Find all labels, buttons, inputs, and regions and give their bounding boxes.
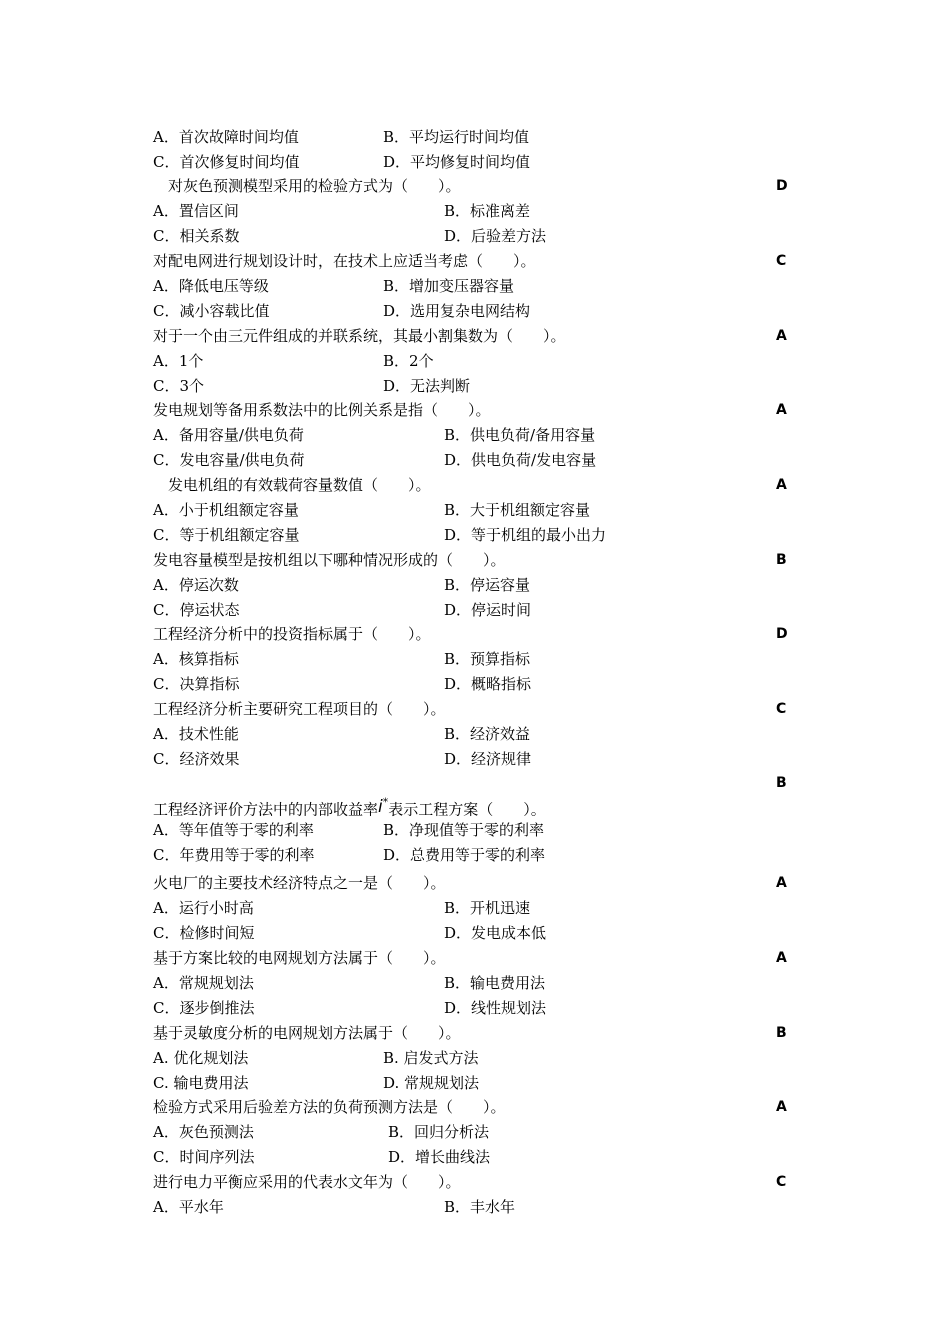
option-b: B．经济效益 xyxy=(444,725,531,743)
question-2 xyxy=(0,174,950,249)
option-d: D．经济规律 xyxy=(444,750,532,768)
question-stem: 发电规划等备用系数法中的比例关系是指（ ）。 xyxy=(153,401,491,419)
question-12 xyxy=(0,946,950,1021)
answer-key: C xyxy=(776,1174,787,1190)
option-a: A．等年值等于零的利率 xyxy=(153,821,314,839)
question-10 xyxy=(0,772,950,868)
option-a: A．核算指标 xyxy=(153,650,239,668)
answer-key: A xyxy=(776,1099,787,1115)
options-row xyxy=(0,374,950,399)
question-stem-row xyxy=(0,697,950,722)
question-stem: 检验方式采用后验差方法的负荷预测方法是（ ）。 xyxy=(153,1098,506,1116)
option-d: D．无法判断 xyxy=(383,377,471,395)
option-c: C．相关系数 xyxy=(153,227,240,245)
question-stem-row xyxy=(0,871,950,896)
option-b: B．回归分析法 xyxy=(388,1123,490,1141)
options-row xyxy=(0,125,950,150)
option-c: C．决算指标 xyxy=(153,675,240,693)
question-stem-row xyxy=(0,548,950,573)
options-row xyxy=(0,448,950,473)
options-row xyxy=(0,1120,950,1145)
option-b: B．大于机组额定容量 xyxy=(444,501,591,519)
option-b: B．平均运行时间均值 xyxy=(383,128,530,146)
options-row xyxy=(0,573,950,598)
option-b: B．丰水年 xyxy=(444,1198,516,1216)
options-row xyxy=(0,971,950,996)
answer-key: D xyxy=(776,178,788,194)
option-c: C. 输电费用法 xyxy=(153,1074,249,1092)
options-row xyxy=(0,199,950,224)
option-a: A．平水年 xyxy=(153,1198,224,1216)
options-row xyxy=(0,1145,950,1170)
question-stem: 对灰色预测模型采用的检验方式为（ ）。 xyxy=(168,177,461,195)
option-c: C．发电容量/供电负荷 xyxy=(153,451,305,469)
option-d: D. 常规规划法 xyxy=(383,1074,480,1092)
option-a: A．常规规划法 xyxy=(153,974,254,992)
option-c: C．逐步倒推法 xyxy=(153,999,255,1017)
question-stem: 基于灵敏度分析的电网规划方法属于（ ）。 xyxy=(153,1024,461,1042)
option-b: B．供电负荷/备用容量 xyxy=(444,426,596,444)
answer-key: A xyxy=(776,402,787,418)
question-stem-row xyxy=(0,772,950,818)
question-stem: 工程经济分析主要研究工程项目的（ ）。 xyxy=(153,700,446,718)
question-stem-row xyxy=(0,1095,950,1120)
option-d: D．供电负荷/发电容量 xyxy=(444,451,597,469)
option-a: A．运行小时高 xyxy=(153,899,254,917)
answer-key: A xyxy=(776,875,787,891)
options-row xyxy=(0,274,950,299)
option-c: C．首次修复时间均值 xyxy=(153,153,300,171)
option-b: B．净现值等于零的利率 xyxy=(383,821,545,839)
options-row xyxy=(0,1071,950,1096)
options-row xyxy=(0,349,950,374)
question-stem-row xyxy=(0,1170,950,1195)
option-c: C．3个 xyxy=(153,377,205,395)
question-stem-row xyxy=(0,946,950,971)
option-b: B．2个 xyxy=(383,352,434,370)
question-1 xyxy=(0,125,950,175)
answer-key: B xyxy=(776,552,787,568)
option-c: C．停运状态 xyxy=(153,601,240,619)
option-c: C．年费用等于零的利率 xyxy=(153,846,315,864)
question-15 xyxy=(0,1170,950,1220)
answer-key: D xyxy=(776,626,788,642)
question-stem-row xyxy=(0,473,950,498)
options-row xyxy=(0,996,950,1021)
answer-key: A xyxy=(776,328,787,344)
option-a: A．备用容量/供电负荷 xyxy=(153,426,304,444)
question-stem-row xyxy=(0,324,950,349)
question-3 xyxy=(0,249,950,324)
options-row xyxy=(0,647,950,672)
question-stem: 发电机组的有效载荷容量数值（ ）。 xyxy=(168,476,431,494)
options-row xyxy=(0,150,950,175)
question-6 xyxy=(0,473,950,548)
question-14 xyxy=(0,1095,950,1170)
answer-key: C xyxy=(776,701,787,717)
option-c: C．等于机组额定容量 xyxy=(153,526,300,544)
option-d: D．增长曲线法 xyxy=(388,1148,491,1166)
options-row xyxy=(0,722,950,747)
question-stem: 发电容量模型是按机组以下哪种情况形成的（ ）。 xyxy=(153,551,506,569)
option-b: B．开机迅速 xyxy=(444,899,531,917)
stem-text-after: 表示工程方案（ ）。 xyxy=(388,800,546,819)
option-a: A. 优化规划法 xyxy=(153,1049,249,1067)
option-c: C．经济效果 xyxy=(153,750,240,768)
question-stem-row xyxy=(0,398,950,423)
question-9 xyxy=(0,697,950,772)
options-row xyxy=(0,843,950,868)
option-d: D．选用复杂电网结构 xyxy=(383,302,531,320)
options-row xyxy=(0,523,950,548)
question-stem-row xyxy=(0,622,950,647)
option-a: A．停运次数 xyxy=(153,576,239,594)
option-a: A．1个 xyxy=(153,352,204,370)
answer-key: A xyxy=(776,477,787,493)
option-d: D．线性规划法 xyxy=(444,999,547,1017)
question-stem: 对配电网进行规划设计时，在技术上应适当考虑（ ）。 xyxy=(153,252,536,270)
options-row xyxy=(0,423,950,448)
option-b: B．标准离差 xyxy=(444,202,531,220)
options-row xyxy=(0,299,950,324)
option-b: B．预算指标 xyxy=(444,650,531,668)
option-a: A．首次故障时间均值 xyxy=(153,128,299,146)
option-b: B. 启发式方法 xyxy=(383,1049,479,1067)
option-d: D．等于机组的最小出力 xyxy=(444,526,607,544)
option-d: D．停运时间 xyxy=(444,601,532,619)
option-c: C．减小容载比值 xyxy=(153,302,270,320)
option-d: D．发电成本低 xyxy=(444,924,547,942)
question-8 xyxy=(0,622,950,697)
option-b: B．增加变压器容量 xyxy=(383,277,515,295)
option-d: D．总费用等于零的利率 xyxy=(383,846,546,864)
option-a: A．小于机组额定容量 xyxy=(153,501,299,519)
options-row xyxy=(0,498,950,523)
option-c: C．时间序列法 xyxy=(153,1148,255,1166)
question-stem-row xyxy=(0,249,950,274)
question-7 xyxy=(0,548,950,623)
answer-key: C xyxy=(776,253,787,269)
question-stem: 进行电力平衡应采用的代表水文年为（ ）。 xyxy=(153,1173,461,1191)
answer-key: A xyxy=(776,950,787,966)
option-a: A．灰色预测法 xyxy=(153,1123,254,1141)
question-13 xyxy=(0,1021,950,1096)
question-5 xyxy=(0,398,950,473)
options-row xyxy=(0,747,950,772)
option-c: C．检修时间短 xyxy=(153,924,255,942)
question-4 xyxy=(0,324,950,399)
option-a: A．技术性能 xyxy=(153,725,239,743)
option-d: D．后验差方法 xyxy=(444,227,547,245)
answer-key: B xyxy=(776,775,787,791)
options-row xyxy=(0,896,950,921)
option-d: D．概略指标 xyxy=(444,675,532,693)
options-row xyxy=(0,672,950,697)
option-b: B．停运容量 xyxy=(444,576,531,594)
options-row xyxy=(0,598,950,623)
question-stem: 火电厂的主要技术经济特点之一是（ ）。 xyxy=(153,874,446,892)
question-stem: 对于一个由三元件组成的并联系统，其最小割集数为（ ）。 xyxy=(153,327,566,345)
question-stem: 基于方案比较的电网规划方法属于（ ）。 xyxy=(153,949,446,967)
options-row xyxy=(0,224,950,249)
options-row xyxy=(0,1195,950,1220)
answer-key: B xyxy=(776,1025,787,1041)
options-row xyxy=(0,921,950,946)
question-stem-row xyxy=(0,174,950,199)
question-11 xyxy=(0,871,950,946)
options-row xyxy=(0,818,950,843)
question-stem: 工程经济分析中的投资指标属于（ ）。 xyxy=(153,625,431,643)
irr-symbol: i* xyxy=(378,795,389,817)
option-d: D．平均修复时间均值 xyxy=(383,153,531,171)
option-b: B．输电费用法 xyxy=(444,974,546,992)
question-stem-row xyxy=(0,1021,950,1046)
option-a: A．降低电压等级 xyxy=(153,277,269,295)
option-a: A．置信区间 xyxy=(153,202,239,220)
stem-text-before: 工程经济评价方法中的内部收益率 xyxy=(153,800,379,819)
options-row xyxy=(0,1046,950,1071)
